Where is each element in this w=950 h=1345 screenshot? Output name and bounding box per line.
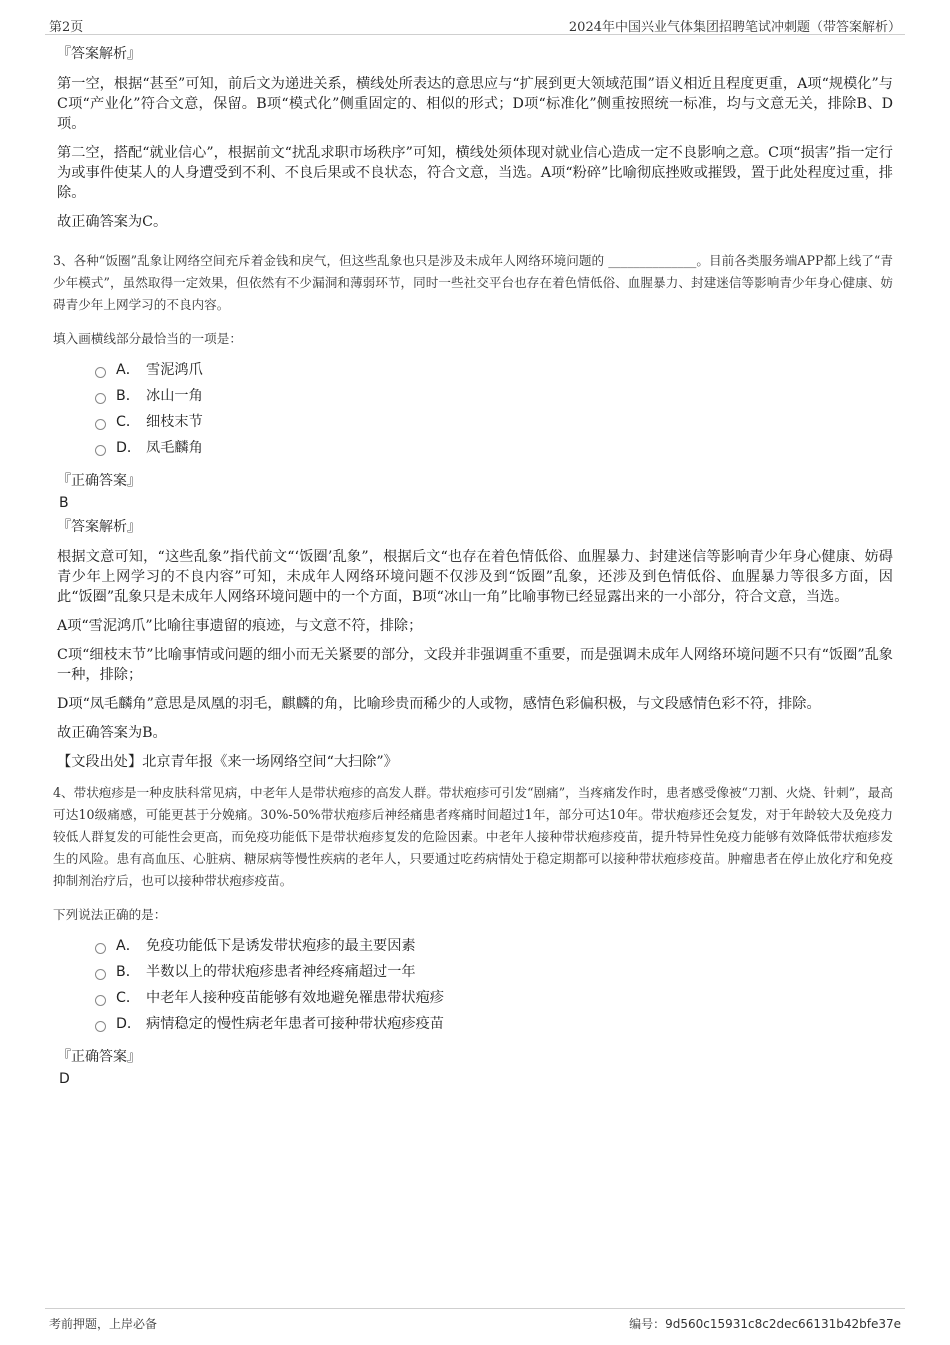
- option-text: 雪泥鸿爪: [146, 362, 203, 378]
- correct-answer-tag: 『正确答案』: [57, 473, 141, 489]
- option-b[interactable]: [95, 959, 893, 985]
- page-number: 第2页: [49, 20, 84, 35]
- analysis-tag: 『答案解析』: [57, 46, 141, 62]
- analysis-conclusion: 故正确答案为B。: [57, 725, 167, 741]
- question-3-text: 3、各种“饭圈”乱象让网络空间充斥着金钱和戾气，但这些乱象也只是涉及未成年人网络环境问题的 ______________。目前各类服务端APP都上线了“青少年模式”，虽然取得一定效果，但依然有不少漏洞和薄弱环节，同时一些社交平台也存在着色情低俗、血腥暴力、封建迷信等影响青少年身心健康、妨碍青少年上网学习的不良内容。: [53, 253, 893, 312]
- analysis-conclusion: 故正确答案为C。: [57, 214, 168, 230]
- question-3-options: [95, 357, 893, 461]
- document-title: 2024年中国兴业气体集团招聘笔试冲刺题（带答案解析）: [568, 20, 901, 35]
- page-header: [45, 14, 905, 35]
- option-text: 半数以上的带状疱疹患者神经疼痛超过一年: [146, 964, 416, 980]
- option-letter: B．: [116, 388, 140, 404]
- option-letter: D．: [116, 440, 142, 456]
- option-letter: C．: [116, 414, 141, 430]
- analysis-paragraph: A项“雪泥鸿爪”比喻往事遗留的痕迹，与文意不符，排除；: [57, 618, 423, 634]
- option-c[interactable]: [95, 409, 893, 435]
- radio-icon[interactable]: [95, 419, 106, 430]
- option-text: 凤毛麟角: [146, 440, 203, 456]
- analysis-paragraph: 第二空，搭配“就业信心”，根据前文“扰乱求职市场秩序”可知，横线处须体现对就业信心造成一定不良影响之意。C项“损害”指一定行为或事件使某人的人身遭受到不利、不良后果或不良状态，符合文意，当选。A项“粉碎”比喻彻底挫败或摧毁，置于此处程度过重，排除。: [57, 145, 893, 201]
- radio-icon[interactable]: [95, 367, 106, 378]
- document-code: 编号：9d560c15931c8c2dec66131b42bfe37e: [629, 1317, 901, 1331]
- question-4-prompt: 下列说法正确的是：: [53, 907, 167, 922]
- correct-answer: B: [59, 495, 69, 511]
- question-4-text: 4、带状疱疹是一种皮肤科常见病，中老年人是带状疱疹的高发人群。带状疱疹可引发“剧痛”，当疼痛发作时，患者感受像被“刀割、火烧、针刺”，最高可达10级痛感，可能更甚于分娩痛。30%-50%带状疱疹后神经痛患者疼痛时间超过1年，部分可达10年。带状疱疹还会复发，对于年龄较大及免疫力较低人群复发的可能性会更高，而免疫功能低下是带状疱疹复发的危险因素。中老年人接种带状疱疹疫苗，提升特异性免疫力能够有效降低带状疱疹发生的风险。患有高血压、心脏病、糖尿病等慢性疾病的老年人，只要通过吃药病情处于稳定期都可以接种带状疱疹疫苗。肿瘤患者在停止放化疗和免疫抑制剂治疗后，也可以接种带状疱疹疫苗。: [53, 785, 893, 888]
- option-letter: D．: [116, 1016, 142, 1032]
- option-d[interactable]: [95, 435, 893, 461]
- option-text: 免疫功能低下是诱发带状疱疹的最主要因素: [146, 938, 416, 954]
- analysis-paragraph: D项“凤毛麟角”意思是凤凰的羽毛，麒麟的角，比喻珍贵而稀少的人或物，感情色彩偏积极，与文段感情色彩不符，排除。: [57, 696, 821, 712]
- page-footer: [45, 1308, 905, 1333]
- analysis-paragraph: 第一空，根据“甚至”可知，前后文为递进关系，横线处所表达的意思应与“扩展到更大领域范围”语义相近且程度更重，A项“规模化”与C项“产业化”符合文意，保留。B项“模式化”侧重固定的、相似的形式；D项“标准化”侧重按照统一标准，均与文意无关，排除B、D项。: [57, 76, 893, 132]
- option-text: 细枝末节: [146, 414, 203, 430]
- option-b[interactable]: [95, 383, 893, 409]
- question-3-prompt: 填入画横线部分最恰当的一项是：: [53, 331, 242, 346]
- option-letter: B．: [116, 964, 140, 980]
- main-content: [53, 44, 893, 1093]
- option-letter: A．: [116, 362, 140, 378]
- radio-icon[interactable]: [95, 969, 106, 980]
- analysis-paragraph: C项“细枝末节”比喻事情或问题的细小而无关紧要的部分，文段并非强调重不重要，而是强调未成年人网络环境问题不只有“饭圈”乱象一种，排除；: [57, 647, 893, 683]
- radio-icon[interactable]: [95, 393, 106, 404]
- option-a[interactable]: [95, 357, 893, 383]
- footer-slogan: 考前押题，上岸必备: [49, 1317, 158, 1331]
- option-text: 中老年人接种疫苗能够有效地避免罹患带状疱疹: [146, 990, 444, 1006]
- analysis-tag: 『答案解析』: [57, 519, 141, 535]
- option-c[interactable]: [95, 985, 893, 1011]
- option-a[interactable]: [95, 933, 893, 959]
- option-text: 病情稳定的慢性病老年患者可接种带状疱疹疫苗: [146, 1016, 444, 1032]
- radio-icon[interactable]: [95, 1021, 106, 1032]
- correct-answer: D: [59, 1071, 70, 1087]
- radio-icon[interactable]: [95, 943, 106, 954]
- analysis-paragraph: 根据文意可知，“这些乱象”指代前文“‘饭圈’乱象”，根据后文“也存在着色情低俗、血腥暴力、封建迷信等影响青少年身心健康、妨碍青少年上网学习的不良内容”可知，未成年人网络环境问题不仅涉及到“饭圈”乱象，还涉及到色情低俗、血腥暴力等很多方面，因此“饭圈”乱象只是未成年人网络环境问题中的一个方面，B项“冰山一角”比喻事物已经显露出来的一小部分，符合文意，当选。: [57, 549, 893, 605]
- passage-source: 【文段出处】北京青年报《来一场网络空间“大扫除”》: [57, 754, 398, 770]
- radio-icon[interactable]: [95, 445, 106, 456]
- option-letter: A．: [116, 938, 140, 954]
- radio-icon[interactable]: [95, 995, 106, 1006]
- question-4-options: [95, 933, 893, 1037]
- option-letter: C．: [116, 990, 141, 1006]
- correct-answer-tag: 『正确答案』: [57, 1049, 141, 1065]
- option-d[interactable]: [95, 1011, 893, 1037]
- option-text: 冰山一角: [146, 388, 203, 404]
